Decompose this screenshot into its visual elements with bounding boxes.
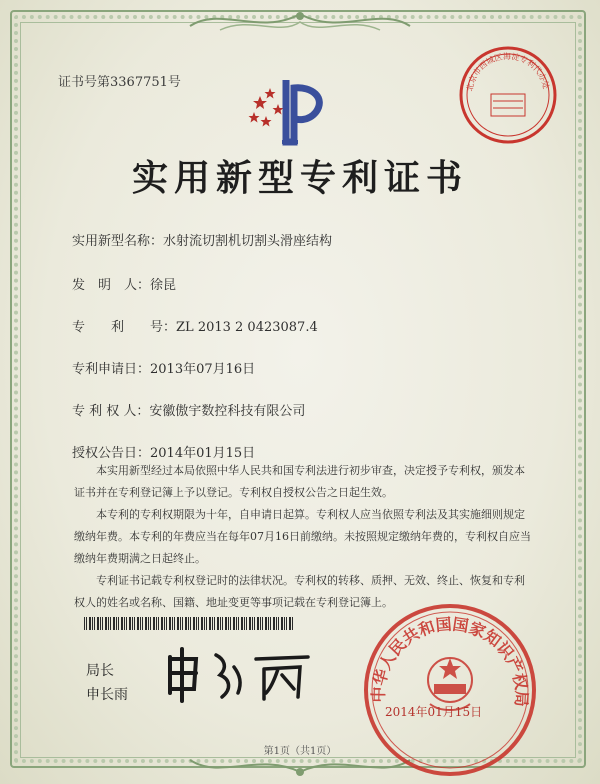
certificate-title: 实用新型专利证书	[131, 157, 468, 199]
patent-office-logo-icon	[246, 68, 336, 148]
patent-agency-seal	[455, 42, 561, 148]
inventor-field	[72, 274, 176, 293]
utility-model-name-value: 水射流切割机切割头滑座结构	[163, 234, 333, 249]
body-paragraph-1: 本实用新型经过本局依照中华人民共和国专利法进行初步审查，决定授予专利权，颁发本证书并在专利登记簿上予以登记。专利权自授权公告之日起生效。	[74, 464, 525, 499]
utility-model-name-field	[72, 230, 332, 249]
large-seal-text: 中华人民共和国国家知识产权局	[368, 614, 532, 708]
director-name: 申长雨	[86, 687, 128, 703]
certificate-body	[74, 460, 534, 614]
body-paragraph-2: 本专利的专利权期限为十年，自申请日起算。专利权人应当依照专利法及其实施细则规定缴纳年费。本专利的年费应当在每年07月16日前缴纳。未按照规定缴纳年费的，专利权自应当缴纳年费期满之日起终止。	[74, 508, 531, 565]
filing-date-field	[72, 358, 255, 377]
director-signature	[160, 645, 320, 705]
grant-date-label: 授权公告日：	[72, 446, 151, 461]
top-ornament	[180, 6, 420, 40]
director-title: 局长	[86, 663, 114, 679]
patentee-label: 专 利 权 人：	[72, 404, 150, 419]
utility-model-name-label: 实用新型名称：	[72, 234, 164, 249]
page-number: 第1页（共1页）	[263, 746, 337, 757]
filing-date-value: 2013年07月16日	[150, 362, 256, 377]
seal-date-stamp: 2014年01月15日	[385, 705, 483, 719]
small-seal-text: 北京市西城区海淀专利代办处	[465, 51, 551, 92]
filing-date-label: 专利申请日：	[72, 362, 151, 377]
patent-number-field	[72, 316, 318, 335]
patent-number-value: ZL 2013 2 0423087.4	[176, 320, 318, 335]
patentee-value: 安徽傲宇数控科技有限公司	[149, 404, 306, 419]
inventor-value: 徐昆	[150, 278, 177, 293]
patent-number-label: 专 利 号：	[72, 320, 177, 335]
patentee-field	[72, 400, 305, 419]
grant-date-value: 2014年01月15日	[150, 446, 256, 461]
inventor-label: 发 明 人：	[72, 278, 151, 293]
certificate-number: 证书号第3367751号	[58, 75, 181, 90]
body-paragraph-3: 专利证书记载专利权登记时的法律状况。专利权的转移、质押、无效、终止、恢复和专利权人的姓名或名称、国籍、地址变更等事项记载在专利登记簿上。	[74, 574, 525, 609]
barcode	[84, 617, 294, 630]
grant-date-field	[72, 442, 255, 461]
